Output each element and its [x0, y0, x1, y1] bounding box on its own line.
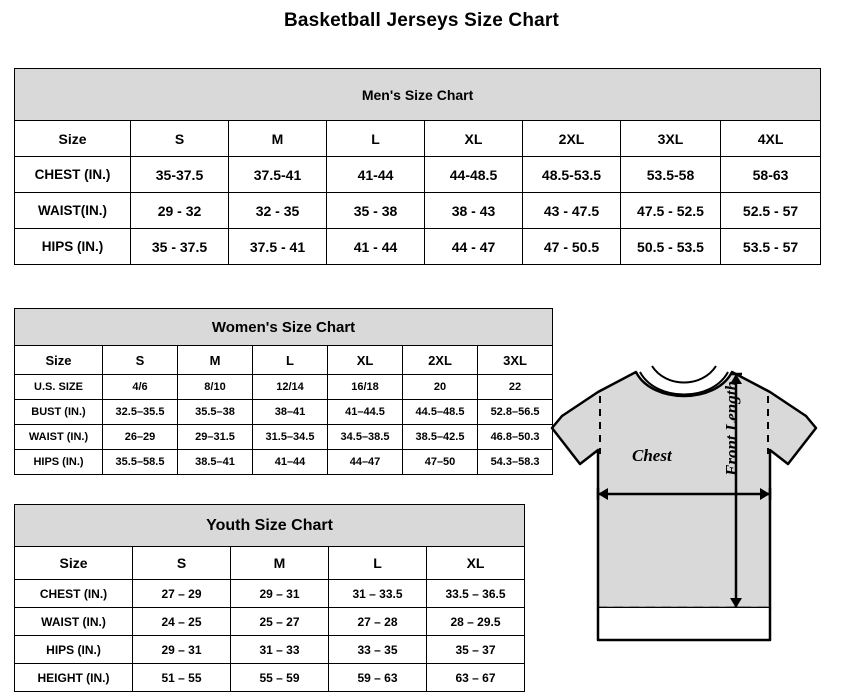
youth-table-title: Youth Size Chart: [15, 505, 525, 547]
table-cell: 4/6: [103, 375, 178, 400]
column-header: 3XL: [621, 121, 721, 157]
table-header-row: [15, 547, 525, 580]
table-row: [15, 157, 821, 193]
table-header-row: [15, 121, 821, 157]
table-cell: 24 – 25: [133, 608, 231, 636]
table-cell: 34.5–38.5: [328, 425, 403, 450]
table-cell: 53.5-58: [621, 157, 721, 193]
table-cell: 58-63: [721, 157, 821, 193]
jersey-measurement-diagram: [540, 358, 836, 680]
table-cell: 43 - 47.5: [523, 193, 621, 229]
table-cell: 38 - 43: [425, 193, 523, 229]
table-cell: 59 – 63: [329, 664, 427, 692]
table-cell: 31.5–34.5: [253, 425, 328, 450]
table-title-row: [15, 505, 525, 547]
column-header: L: [329, 547, 427, 580]
table-cell: 47–50: [403, 450, 478, 475]
table-cell: 33 – 35: [329, 636, 427, 664]
column-header: Size: [15, 547, 133, 580]
chest-label: Chest: [632, 446, 672, 465]
row-label: U.S. SIZE: [15, 375, 103, 400]
table-row: [15, 375, 553, 400]
column-header: Size: [15, 121, 131, 157]
mens-table-title: Men's Size Chart: [15, 69, 821, 121]
row-label: BUST (IN.): [15, 400, 103, 425]
womens-size-chart-table: [14, 308, 553, 475]
table-cell: 20: [403, 375, 478, 400]
column-header: S: [131, 121, 229, 157]
table-header-row: [15, 346, 553, 375]
table-cell: 35.5–38: [178, 400, 253, 425]
table-cell: 47.5 - 52.5: [621, 193, 721, 229]
row-label: HIPS (IN.): [15, 229, 131, 265]
womens-table-title: Women's Size Chart: [15, 309, 553, 346]
table-row: [15, 425, 553, 450]
table-cell: 32 - 35: [229, 193, 327, 229]
table-cell: 48.5-53.5: [523, 157, 621, 193]
table-cell: 63 – 67: [427, 664, 525, 692]
table-cell: 41–44: [253, 450, 328, 475]
table-cell: 25 – 27: [231, 608, 329, 636]
column-header: XL: [328, 346, 403, 375]
table-row: [15, 580, 525, 608]
table-title-row: [15, 69, 821, 121]
table-cell: 38.5–42.5: [403, 425, 478, 450]
column-header: XL: [425, 121, 523, 157]
mens-size-chart-table: [14, 68, 821, 265]
row-label: CHEST (IN.): [15, 580, 133, 608]
table-cell: 29 - 32: [131, 193, 229, 229]
table-cell: 52.5 - 57: [721, 193, 821, 229]
table-cell: 33.5 – 36.5: [427, 580, 525, 608]
table-row: [15, 450, 553, 475]
table-cell: 29–31.5: [178, 425, 253, 450]
table-cell: 41–44.5: [328, 400, 403, 425]
table-cell: 37.5 - 41: [229, 229, 327, 265]
table-cell: 44.5–48.5: [403, 400, 478, 425]
column-header: 3XL: [478, 346, 553, 375]
page-title: Basketball Jerseys Size Chart: [283, 10, 560, 31]
table-row: [15, 229, 821, 265]
table-cell: 31 – 33: [231, 636, 329, 664]
table-cell: 29 – 31: [133, 636, 231, 664]
table-cell: 38–41: [253, 400, 328, 425]
table-cell: 44-48.5: [425, 157, 523, 193]
table-cell: 44–47: [328, 450, 403, 475]
table-cell: 32.5–35.5: [103, 400, 178, 425]
table-cell: 16/18: [328, 375, 403, 400]
row-label: HEIGHT (IN.): [15, 664, 133, 692]
table-cell: 27 – 28: [329, 608, 427, 636]
table-cell: 35-37.5: [131, 157, 229, 193]
column-header: M: [229, 121, 327, 157]
table-cell: 12/14: [253, 375, 328, 400]
table-cell: 35 – 37: [427, 636, 525, 664]
column-header: 4XL: [721, 121, 821, 157]
table-cell: 51 – 55: [133, 664, 231, 692]
column-header: XL: [427, 547, 525, 580]
column-header: S: [133, 547, 231, 580]
youth-size-chart-table: [14, 504, 525, 692]
table-row: [15, 608, 525, 636]
table-cell: 35 - 37.5: [131, 229, 229, 265]
table-cell: 47 - 50.5: [523, 229, 621, 265]
table-cell: 28 – 29.5: [427, 608, 525, 636]
table-cell: 50.5 - 53.5: [621, 229, 721, 265]
table-cell: 37.5-41: [229, 157, 327, 193]
column-header: L: [253, 346, 328, 375]
column-header: S: [103, 346, 178, 375]
table-cell: 52.8–56.5: [478, 400, 553, 425]
table-cell: 53.5 - 57: [721, 229, 821, 265]
table-row: [15, 664, 525, 692]
table-cell: 29 – 31: [231, 580, 329, 608]
table-cell: 46.8–50.3: [478, 425, 553, 450]
table-cell: 22: [478, 375, 553, 400]
table-cell: 35 - 38: [327, 193, 425, 229]
table-cell: 38.5–41: [178, 450, 253, 475]
table-cell: 55 – 59: [231, 664, 329, 692]
table-cell: 26–29: [103, 425, 178, 450]
row-label: HIPS (IN.): [15, 636, 133, 664]
table-cell: 27 – 29: [133, 580, 231, 608]
row-label: WAIST (IN.): [15, 425, 103, 450]
column-header: 2XL: [403, 346, 478, 375]
column-header: 2XL: [523, 121, 621, 157]
column-header: M: [231, 547, 329, 580]
table-row: [15, 193, 821, 229]
row-label: WAIST (IN.): [15, 608, 133, 636]
table-title-row: [15, 309, 553, 346]
table-cell: 44 - 47: [425, 229, 523, 265]
front-length-label: Front Length: [722, 381, 741, 476]
table-cell: 8/10: [178, 375, 253, 400]
column-header: L: [327, 121, 425, 157]
row-label: CHEST (IN.): [15, 157, 131, 193]
table-cell: 31 – 33.5: [329, 580, 427, 608]
row-label: WAIST(IN.): [15, 193, 131, 229]
column-header: M: [178, 346, 253, 375]
table-cell: 41-44: [327, 157, 425, 193]
table-cell: 41 - 44: [327, 229, 425, 265]
column-header: Size: [15, 346, 103, 375]
table-cell: 54.3–58.3: [478, 450, 553, 475]
table-row: [15, 400, 553, 425]
table-row: [15, 636, 525, 664]
table-cell: 35.5–58.5: [103, 450, 178, 475]
row-label: HIPS (IN.): [15, 450, 103, 475]
